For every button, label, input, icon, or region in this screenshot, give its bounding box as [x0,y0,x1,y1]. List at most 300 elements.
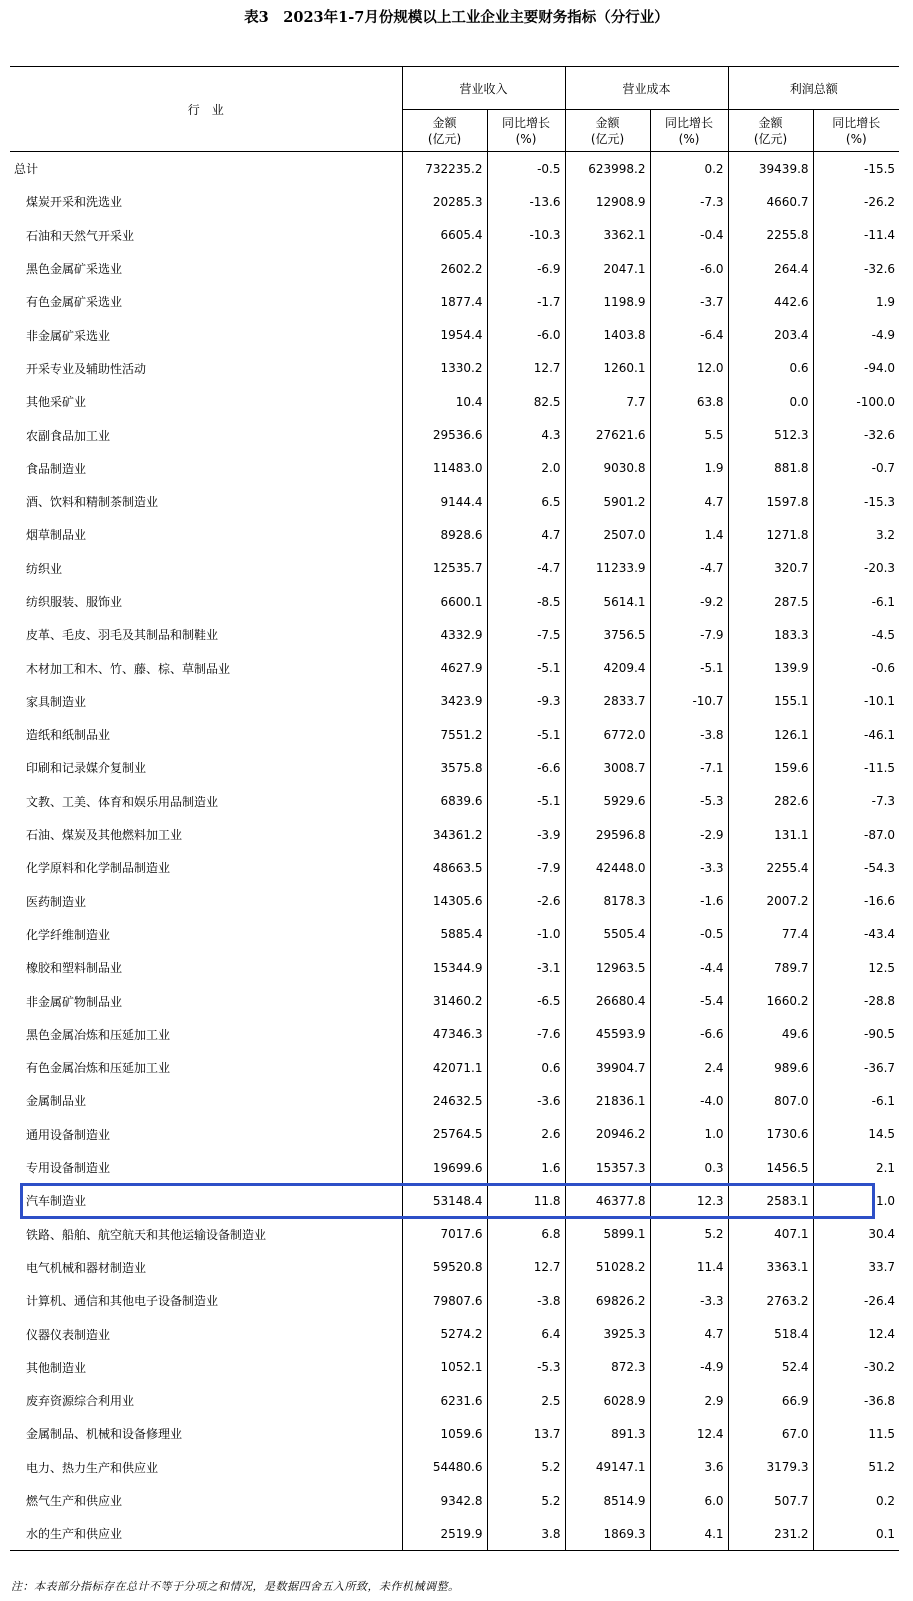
table-row [10,452,899,485]
profit-amount-cell: 155.1 [728,685,813,718]
revenue-growth-cell: 0.6 [487,1051,565,1084]
profit-growth-cell: 2.1 [875,1160,896,1175]
profit-growth-header: 同比增长 (%) [832,115,881,146]
revenue-growth-cell: 2.6 [487,1118,565,1151]
cost-amount-cell: 46377.8 [565,1184,650,1217]
revenue-growth-cell: 4.3 [487,418,565,451]
cost-growth-cell: -1.6 [650,885,728,918]
table-row [10,185,899,218]
profit-amount-cell: 183.3 [728,618,813,651]
cost-growth-cell: 12.3 [650,1184,728,1217]
table-row [10,219,899,252]
profit-amount-cell: 1730.6 [728,1118,813,1151]
table-row [10,285,899,318]
revenue-growth-cell: -3.6 [487,1084,565,1117]
revenue-growth-cell: -5.1 [487,718,565,751]
profit-growth-cell: -46.1 [863,727,896,742]
cost-amount-cell: 2507.0 [565,518,650,551]
cost-growth-cell: 3.6 [650,1451,728,1484]
profit-amount-cell: 2007.2 [728,885,813,918]
revenue-growth-cell: -3.8 [487,1284,565,1317]
cost-growth-cell: -0.4 [650,219,728,252]
industry-name: 仪器仪表制造业 [10,1317,402,1350]
industry-name: 医药制造业 [10,885,402,918]
cost-growth-cell: 12.4 [650,1417,728,1450]
table-row [10,1417,899,1450]
profit-amount-cell: 881.8 [728,452,813,485]
cost-amount-cell: 891.3 [565,1417,650,1450]
profit-growth-cell: -7.3 [871,794,896,809]
cost-growth-cell: -7.3 [650,185,728,218]
cost-amount-cell: 21836.1 [565,1084,650,1117]
revenue-amount-cell: 10.4 [402,385,487,418]
revenue-amount-cell: 34361.2 [402,818,487,851]
table-row [10,885,899,918]
industry-name: 农副食品加工业 [10,418,402,451]
profit-growth-cell: -15.5 [863,161,896,176]
revenue-amount-cell: 3575.8 [402,751,487,784]
industry-name: 金属制品业 [10,1084,402,1117]
industry-name: 电力、热力生产和供应业 [10,1451,402,1484]
cost-growth-cell: 6.0 [650,1484,728,1517]
cost-amount-header: 金额 (亿元) [565,110,650,152]
revenue-growth-cell: -3.1 [487,951,565,984]
cost-growth-cell: -6.4 [650,318,728,351]
industry-name: 纺织服装、服饰业 [10,585,402,618]
table-row [10,651,899,684]
revenue-amount-cell: 2519.9 [402,1517,487,1551]
revenue-header: 营业收入 [402,67,565,110]
revenue-growth-cell: -3.9 [487,818,565,851]
profit-amount-cell: 1456.5 [728,1151,813,1184]
cost-growth-cell: -3.7 [650,285,728,318]
profit-amount-cell: 0.6 [728,352,813,385]
cost-amount-cell: 12908.9 [565,185,650,218]
cost-amount-cell: 1403.8 [565,318,650,351]
cost-amount-cell: 623998.2 [565,152,650,186]
revenue-amount-cell: 29536.6 [402,418,487,451]
revenue-growth-cell: 6.8 [487,1218,565,1251]
profit-growth-cell: -54.3 [863,860,896,875]
cost-amount-cell: 42448.0 [565,851,650,884]
revenue-amount-cell: 7551.2 [402,718,487,751]
revenue-amount-cell: 732235.2 [402,152,487,186]
cost-growth-cell: -6.0 [650,252,728,285]
cost-amount-cell: 39904.7 [565,1051,650,1084]
revenue-growth-cell: -6.0 [487,318,565,351]
profit-amount-cell: 67.0 [728,1417,813,1450]
profit-growth-cell: -30.2 [863,1360,896,1375]
profit-amount-cell: 131.1 [728,818,813,851]
profit-growth-cell: 0.2 [875,1493,896,1508]
revenue-growth-cell: 6.5 [487,485,565,518]
table-row [10,1118,899,1151]
revenue-growth-cell: 12.7 [487,352,565,385]
revenue-growth-cell: -10.3 [487,219,565,252]
revenue-growth-cell: -4.7 [487,552,565,585]
industry-name: 燃气生产和供应业 [10,1484,402,1517]
industry-name: 纺织业 [10,552,402,585]
table-row [10,585,899,618]
profit-amount-cell: 512.3 [728,418,813,451]
cost-amount-cell: 11233.9 [565,552,650,585]
profit-growth-cell: 12.5 [868,960,896,975]
revenue-amount-cell: 59520.8 [402,1251,487,1284]
industry-name: 造纸和纸制品业 [10,718,402,751]
industry-name: 煤炭开采和洗选业 [10,185,402,218]
industry-name: 化学原料和化学制品制造业 [10,851,402,884]
revenue-amount-cell: 7017.6 [402,1218,487,1251]
profit-growth-cell: -20.3 [863,561,896,576]
cost-amount-cell: 49147.1 [565,1451,650,1484]
cost-amount-cell: 45593.9 [565,1018,650,1051]
profit-amount-cell: 3363.1 [728,1251,813,1284]
cost-header: 营业成本 [565,67,728,110]
revenue-amount-cell: 9342.8 [402,1484,487,1517]
table-row [10,851,899,884]
revenue-amount-cell: 6839.6 [402,785,487,818]
profit-amount-cell: 66.9 [728,1384,813,1417]
revenue-growth-cell: 6.4 [487,1317,565,1350]
industry-name: 印刷和记录媒介复制业 [10,751,402,784]
cost-growth-cell: 1.9 [650,452,728,485]
revenue-amount-cell: 12535.7 [402,552,487,585]
table-row [10,818,899,851]
revenue-amount-cell: 1330.2 [402,352,487,385]
industry-name: 非金属矿物制品业 [10,984,402,1017]
cost-amount-cell: 3362.1 [565,219,650,252]
revenue-growth-cell: 5.2 [487,1451,565,1484]
profit-growth-cell: 30.4 [868,1227,896,1242]
industry-name: 铁路、船舶、航空航天和其他运输设备制造业 [10,1218,402,1251]
cost-amount-cell: 3756.5 [565,618,650,651]
table-row [10,1451,899,1484]
revenue-amount-cell: 1877.4 [402,285,487,318]
profit-amount-cell: 52.4 [728,1351,813,1384]
cost-growth-cell: -4.7 [650,552,728,585]
profit-growth-cell: 12.4 [868,1327,896,1342]
table-row [10,1317,899,1350]
profit-amount-cell: 4660.7 [728,185,813,218]
industry-name: 总计 [10,152,402,186]
revenue-amount-cell: 5885.4 [402,918,487,951]
cost-growth-cell: 0.2 [650,152,728,186]
industry-name: 食品制造业 [10,452,402,485]
revenue-amount-cell: 42071.1 [402,1051,487,1084]
industry-name: 有色金属冶炼和压延加工业 [10,1051,402,1084]
profit-growth-cell: -100.0 [856,394,896,409]
profit-amount-cell: 203.4 [728,318,813,351]
cost-amount-cell: 15357.3 [565,1151,650,1184]
revenue-amount-cell: 15344.9 [402,951,487,984]
cost-growth-cell: -3.3 [650,1284,728,1317]
table-row [10,618,899,651]
cost-growth-cell: 5.2 [650,1218,728,1251]
revenue-growth-cell: 13.7 [487,1417,565,1450]
profit-growth-cell: 51.2 [868,1460,896,1475]
revenue-growth-cell: -5.3 [487,1351,565,1384]
revenue-amount-cell: 4332.9 [402,618,487,651]
cost-amount-cell: 5901.2 [565,485,650,518]
table-row [10,485,899,518]
table-row [10,918,899,951]
industry-name: 黑色金属冶炼和压延加工业 [10,1018,402,1051]
table-row [10,1484,899,1517]
profit-growth-cell: -0.6 [871,661,896,676]
table-row [10,1351,899,1384]
revenue-amount-cell: 2602.2 [402,252,487,285]
revenue-growth-cell: 1.6 [487,1151,565,1184]
revenue-amount-cell: 8928.6 [402,518,487,551]
revenue-growth-cell: 82.5 [487,385,565,418]
revenue-growth-cell: 3.8 [487,1517,565,1551]
table-row [10,785,899,818]
profit-growth-cell: 11.5 [868,1426,896,1441]
table-row [10,1218,899,1251]
cost-amount-cell: 1869.3 [565,1517,650,1551]
profit-amount-cell: 287.5 [728,585,813,618]
revenue-growth-cell: 12.7 [487,1251,565,1284]
profit-amount-cell: 2763.2 [728,1284,813,1317]
table-row [10,552,899,585]
cost-growth-cell: 4.1 [650,1517,728,1551]
revenue-amount-cell: 6231.6 [402,1384,487,1417]
industry-name: 烟草制品业 [10,518,402,551]
cost-growth-cell: -5.1 [650,651,728,684]
profit-growth-cell: -0.7 [871,461,896,476]
revenue-amount-cell: 14305.6 [402,885,487,918]
table-row [10,1517,899,1551]
table-row [10,318,899,351]
cost-growth-cell: -9.2 [650,585,728,618]
industry-name: 其他制造业 [10,1351,402,1384]
revenue-amount-cell: 47346.3 [402,1018,487,1051]
revenue-growth-cell: -7.9 [487,851,565,884]
revenue-amount-header: 金额 (亿元) [402,110,487,152]
cost-amount-cell: 26680.4 [565,984,650,1017]
profit-growth-cell: -94.0 [863,361,896,376]
cost-amount-cell: 12963.5 [565,951,650,984]
profit-growth-cell: -4.5 [871,627,896,642]
revenue-growth-cell: -2.6 [487,885,565,918]
revenue-growth-cell: 2.0 [487,452,565,485]
profit-amount-cell: 49.6 [728,1018,813,1051]
cost-amount-cell: 5614.1 [565,585,650,618]
industry-name: 通用设备制造业 [10,1118,402,1151]
cost-growth-cell: 2.9 [650,1384,728,1417]
profit-amount-cell: 126.1 [728,718,813,751]
cost-amount-cell: 2047.1 [565,252,650,285]
cost-growth-cell: -6.6 [650,1018,728,1051]
cost-amount-cell: 4209.4 [565,651,650,684]
industry-name: 专用设备制造业 [10,1151,402,1184]
cost-growth-cell: 12.0 [650,352,728,385]
industry-name: 石油和天然气开采业 [10,219,402,252]
revenue-amount-cell: 19699.6 [402,1151,487,1184]
profit-header: 利润总额 [728,67,899,110]
revenue-growth-cell: -5.1 [487,651,565,684]
profit-amount-cell: 2583.1 [728,1184,813,1217]
industry-name: 废弃资源综合利用业 [10,1384,402,1417]
industry-name: 其他采矿业 [10,385,402,418]
revenue-growth-cell: -5.1 [487,785,565,818]
cost-growth-cell: -10.7 [650,685,728,718]
cost-amount-cell: 1198.9 [565,285,650,318]
revenue-amount-cell: 24632.5 [402,1084,487,1117]
cost-growth-cell: -4.4 [650,951,728,984]
table-row [10,984,899,1017]
revenue-growth-cell: -13.6 [487,185,565,218]
profit-growth-cell: -11.4 [863,228,896,243]
cost-amount-cell: 3008.7 [565,751,650,784]
profit-growth-cell: 3.2 [875,527,896,542]
revenue-amount-cell: 54480.6 [402,1451,487,1484]
profit-amount-cell: 77.4 [728,918,813,951]
profit-growth-cell: -10.1 [863,694,896,709]
revenue-amount-cell: 53148.4 [402,1184,487,1217]
cost-amount-cell: 6772.0 [565,718,650,751]
revenue-amount-cell: 6600.1 [402,585,487,618]
profit-growth-cell: -32.6 [863,261,896,276]
cost-growth-cell: 1.0 [650,1118,728,1151]
cost-amount-cell: 1260.1 [565,352,650,385]
cost-amount-cell: 8178.3 [565,885,650,918]
industry-name: 文教、工美、体育和娱乐用品制造业 [10,785,402,818]
table-title: 表3 2023年1-7月份规模以上工业企业主要财务指标（分行业） [244,9,669,26]
cost-amount-cell: 3925.3 [565,1317,650,1350]
profit-amount-cell: 2255.8 [728,219,813,252]
revenue-amount-cell: 79807.6 [402,1284,487,1317]
cost-amount-cell: 872.3 [565,1351,650,1384]
revenue-growth-cell: -6.5 [487,984,565,1017]
cost-growth-cell: -2.9 [650,818,728,851]
revenue-growth-cell: -6.9 [487,252,565,285]
revenue-amount-cell: 1954.4 [402,318,487,351]
table-row [10,385,899,418]
industry-name: 酒、饮料和精制茶制造业 [10,485,402,518]
industry-name: 橡胶和塑料制品业 [10,951,402,984]
table-row [10,352,899,385]
profit-growth-cell: -26.2 [863,194,896,209]
industry-name: 黑色金属矿采选业 [10,252,402,285]
cost-growth-cell: -3.8 [650,718,728,751]
revenue-amount-cell: 6605.4 [402,219,487,252]
profit-amount-cell: 1660.2 [728,984,813,1017]
cost-growth-cell: -5.3 [650,785,728,818]
table-row [10,252,899,285]
table-row [10,1151,899,1184]
cost-growth-cell: 11.4 [650,1251,728,1284]
table-row [10,1184,899,1217]
profit-growth-cell: 0.1 [813,1517,899,1551]
revenue-amount-cell: 4627.9 [402,651,487,684]
revenue-growth-cell: 11.8 [487,1184,565,1217]
cost-growth-cell: -5.4 [650,984,728,1017]
financial-indicators-table [10,66,899,1551]
cost-amount-cell: 51028.2 [565,1251,650,1284]
table-row [10,1018,899,1051]
profit-amount-cell: 0.0 [728,385,813,418]
cost-amount-cell: 29596.8 [565,818,650,851]
profit-amount-cell: 2255.4 [728,851,813,884]
industry-name: 皮革、毛皮、羽毛及其制品和制鞋业 [10,618,402,651]
table-row [10,951,899,984]
cost-growth-cell: 1.4 [650,518,728,551]
cost-amount-cell: 27621.6 [565,418,650,451]
revenue-growth-cell: -9.3 [487,685,565,718]
profit-amount-cell: 39439.8 [728,152,813,186]
profit-growth-cell: -32.6 [863,428,896,443]
revenue-growth-cell: -1.0 [487,918,565,951]
cost-amount-cell: 8514.9 [565,1484,650,1517]
profit-amount-cell: 282.6 [728,785,813,818]
profit-amount-cell: 3179.3 [728,1451,813,1484]
profit-growth-cell: 1.0 [875,1193,896,1208]
revenue-amount-cell: 11483.0 [402,452,487,485]
profit-growth-cell: -43.4 [863,927,896,942]
cost-amount-cell: 5505.4 [565,918,650,951]
revenue-amount-cell: 3423.9 [402,685,487,718]
profit-growth-cell: -36.8 [863,1393,896,1408]
industry-name: 石油、煤炭及其他燃料加工业 [10,818,402,851]
revenue-amount-cell: 31460.2 [402,984,487,1017]
cost-amount-cell: 20946.2 [565,1118,650,1151]
profit-growth-cell: -15.3 [863,494,896,509]
profit-amount-header: 金额 (亿元) [728,110,813,152]
industry-name: 汽车制造业 [10,1184,402,1217]
revenue-amount-cell: 20285.3 [402,185,487,218]
cost-growth-cell: 2.4 [650,1051,728,1084]
cost-growth-cell: 5.5 [650,418,728,451]
cost-growth-cell: -3.3 [650,851,728,884]
table-row [10,1251,899,1284]
profit-amount-cell: 442.6 [728,285,813,318]
profit-growth-cell: -36.7 [863,1060,896,1075]
table-row [10,518,899,551]
cost-amount-cell: 9030.8 [565,452,650,485]
industry-name: 非金属矿采选业 [10,318,402,351]
cost-growth-cell: -7.1 [650,751,728,784]
revenue-amount-cell: 48663.5 [402,851,487,884]
revenue-amount-cell: 25764.5 [402,1118,487,1151]
profit-growth-cell: 1.9 [875,294,896,309]
cost-growth-cell: -7.9 [650,618,728,651]
cost-growth-cell: -0.5 [650,918,728,951]
cost-growth-cell: 4.7 [650,485,728,518]
cost-growth-cell: 0.3 [650,1151,728,1184]
table-row [10,1084,899,1117]
profit-amount-cell: 789.7 [728,951,813,984]
profit-growth-cell: -11.5 [863,760,896,775]
industry-name: 有色金属矿采选业 [10,285,402,318]
revenue-amount-cell: 5274.2 [402,1317,487,1350]
cost-growth-header: 同比增长 (%) [650,110,728,152]
cost-amount-cell: 69826.2 [565,1284,650,1317]
cost-amount-cell: 6028.9 [565,1384,650,1417]
table-row [10,152,899,186]
profit-amount-cell: 320.7 [728,552,813,585]
profit-amount-cell: 1597.8 [728,485,813,518]
revenue-growth-cell: 4.7 [487,518,565,551]
table-row [10,1384,899,1417]
revenue-growth-header: 同比增长 (%) [487,110,565,152]
revenue-growth-cell: -8.5 [487,585,565,618]
revenue-growth-cell: -6.6 [487,751,565,784]
profit-growth-cell: -87.0 [863,827,896,842]
cost-growth-cell: -4.0 [650,1084,728,1117]
profit-amount-cell: 518.4 [728,1317,813,1350]
profit-amount-cell: 231.2 [728,1517,813,1551]
